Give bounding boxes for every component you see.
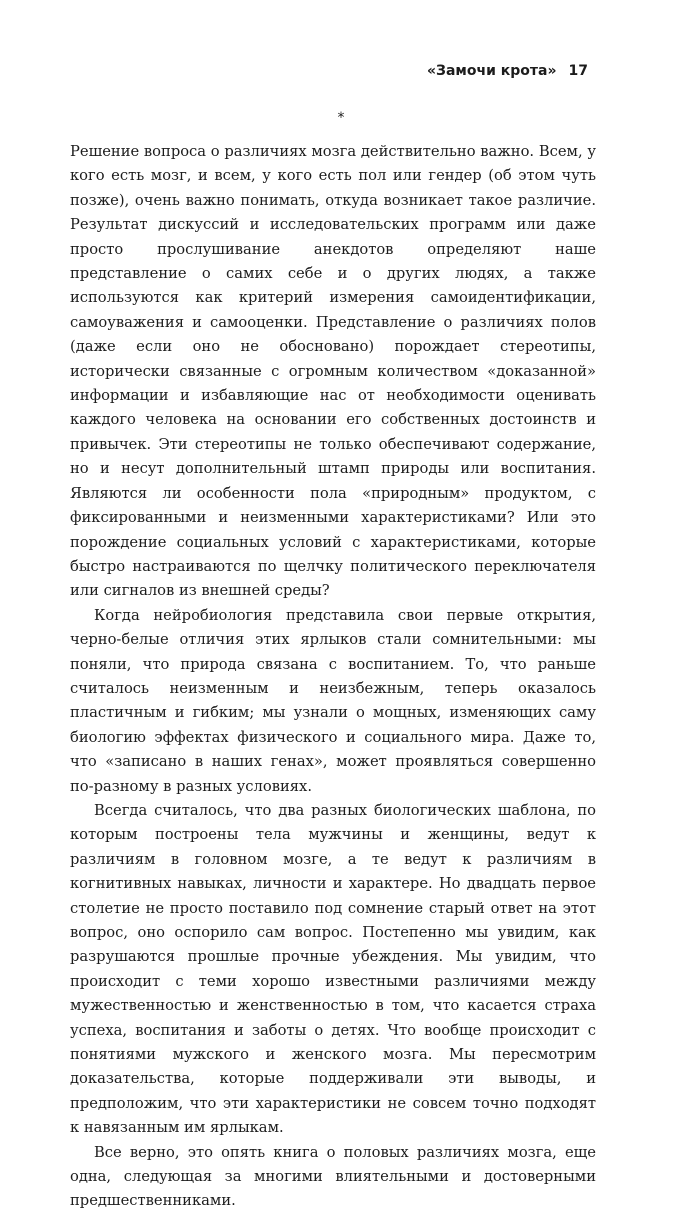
paragraph-1: Решение вопроса о различиях мозга действительно важно. Всем, у кого есть мозг, и всем, у кого есть пол или гендер (об этом чуть позже), очень важно понимать, откуда возникает такое различие. Результат дискуссий и исследовательских программ или даже просто прослушивание анекдотов определяют наше представление о самих себе и о других людях, а также используются как критерий измерения самоидентификации, самоуважения и самооценки. Представление о различиях полов (даже если оно не обосновано) порождает стереотипы, исторически связанные с огромным количеством «доказанной» информации и избавляющие нас от необходимости оценивать каждого человека на основании его собственных достоинств и привычек. Эти стереотипы не только обеспечивают содержание, но и несут дополнительный штамп природы или воспитания. Являются ли особенности пола «природным» продуктом, с фиксированными и неизменными характеристиками? Или это порождение социальных условий с характеристиками, которые быстро настраиваются по щелчку политического переключателя или сигналов из внешней среды? (70, 143, 596, 600)
section-break-asterisk: * (337, 110, 345, 126)
body-text (70, 140, 596, 1214)
running-header (427, 63, 588, 79)
paragraph-3: Всегда считалось, что два разных биологических шаблона, по которым построены тела мужчины и женщины, ведут к различиям в головном мозге, а те ведут к различиям в когнитивных навыках, личности и характере. Но двадцать первое столетие не просто поставило под сомнение старый ответ на этот вопрос, оно оспорило сам вопрос. Постепенно мы увидим, как разрушаются прошлые прочные убеждения. Мы увидим, что происходит с теми хорошо известными различиями между мужественностью и женственностью в том, что касается страха успеха, воспитания и заботы о детях. Что вообще происходит с понятиями мужского и женского мозга. Мы пересмотрим доказательства, которые поддерживали эти выводы, и предположим, что эти характеристики не совсем точно подходят к навязанным им ярлыкам. (70, 801, 596, 1137)
paragraph-2: Когда нейробиология представила свои первые открытия, черно-белые отличия этих ярлыков стали сомнительными: мы поняли, что природа связана с воспитанием. То, что раньше считалось неизменным и неизбежным, теперь оказалось пластичным и гибким; мы узнали о мощных, изменяющих саму биологию эффектах физического и социального мира. Даже то, что «записано в наших генах», может проявляться совершенно по-разному в разных условиях. (70, 606, 596, 795)
page-number: 17 (568, 63, 588, 79)
paragraph-4: Все верно, это опять книга о половых различиях мозга, еще одна, следующая за многими влиятельными и достоверными предшественниками. (70, 1143, 596, 1210)
running-title: «Замочи крота» (426, 63, 557, 79)
